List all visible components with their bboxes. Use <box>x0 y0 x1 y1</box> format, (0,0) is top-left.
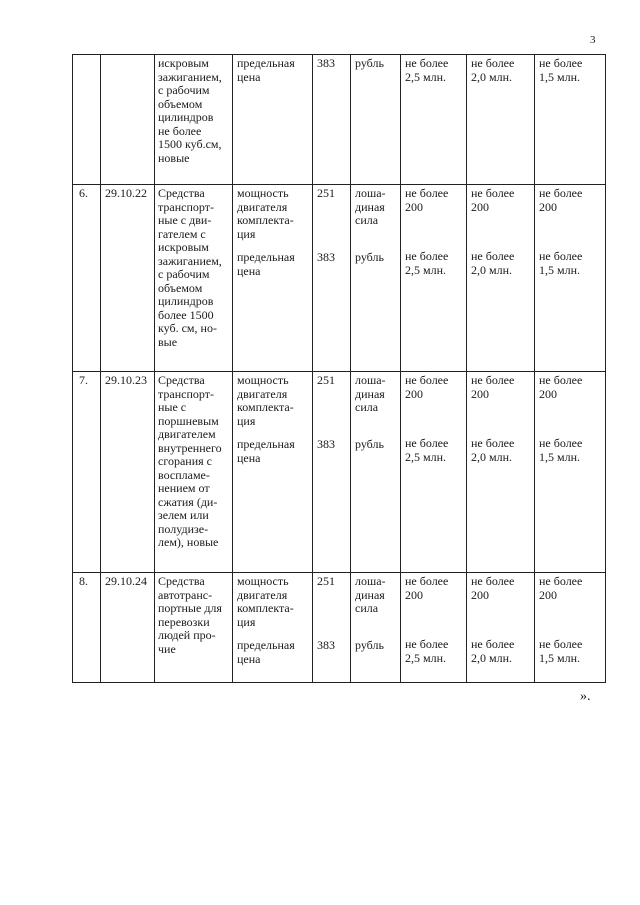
unit-name: лоша- диная сила <box>355 186 386 227</box>
okei-cell <box>313 573 351 683</box>
value-1: не более 2,5 млн. <box>405 637 449 665</box>
okei-code: 251 <box>317 373 335 387</box>
unit-name: лоша- диная сила <box>355 373 386 414</box>
value-2: не более 2,0 млн. <box>471 637 515 665</box>
value-1: не более 2,5 млн. <box>405 56 449 84</box>
param-name: предельная цена <box>237 638 295 666</box>
page-number: 3 <box>590 34 596 46</box>
value-cell-1 <box>401 55 467 185</box>
row-number <box>73 55 101 185</box>
value-1: не более 2,5 млн. <box>405 436 449 464</box>
value-3: не более 1,5 млн. <box>539 436 583 464</box>
table-row <box>73 372 606 573</box>
value-cell-3 <box>535 372 606 573</box>
value-cell-2 <box>467 185 535 372</box>
okei-code: 383 <box>317 436 335 451</box>
param-name: мощность двигателя комплекта- ция <box>237 574 294 629</box>
okei-code: 251 <box>317 186 335 200</box>
param-name: мощность двигателя комплекта- ция <box>237 186 294 241</box>
okpd-code: 29.10.22 <box>101 185 155 372</box>
okei-cell <box>313 372 351 573</box>
value-1: не более 2,5 млн. <box>405 249 449 277</box>
specification-table <box>72 54 606 683</box>
product-name: Средства транспорт- ные с поршневым двигателем внутреннего сгорания с воспламе- нением от сжатия (ди- зелем или полудизе- лем), новые <box>155 372 233 573</box>
value-2: не более 2,0 млн. <box>471 249 515 277</box>
okei-cell <box>313 55 351 185</box>
param-cell <box>233 573 313 683</box>
value-3: не более 1,5 млн. <box>539 56 583 84</box>
row-number: 8. <box>73 573 101 683</box>
param-cell <box>233 185 313 372</box>
closing-quote: ». <box>580 689 591 704</box>
value-cell-3 <box>535 573 606 683</box>
param-name: предельная цена <box>237 56 295 84</box>
value-2: не более 200 <box>471 574 515 602</box>
okei-code: 251 <box>317 574 335 588</box>
unit-cell <box>351 55 401 185</box>
value-cell-2 <box>467 372 535 573</box>
okei-code: 383 <box>317 637 335 652</box>
okei-code: 383 <box>317 56 335 70</box>
unit-cell <box>351 185 401 372</box>
value-cell-3 <box>535 185 606 372</box>
table-row <box>73 573 606 683</box>
okpd-code: 29.10.24 <box>101 573 155 683</box>
product-name: Средства транспорт- ные с дви- гателем с искровым зажиганием, с рабочим объемом цилиндров более 1500 куб. см, но- вые <box>155 185 233 372</box>
value-2: не более 2,0 млн. <box>471 436 515 464</box>
unit-name: рубль <box>355 436 384 451</box>
value-cell-2 <box>467 55 535 185</box>
unit-cell <box>351 372 401 573</box>
value-3: не более 200 <box>539 186 583 214</box>
unit-cell <box>351 573 401 683</box>
row-number: 6. <box>73 185 101 372</box>
value-1: не более 200 <box>405 574 449 602</box>
value-3: не более 1,5 млн. <box>539 637 583 665</box>
value-1: не более 200 <box>405 186 449 214</box>
unit-name: рубль <box>355 249 384 264</box>
okpd-code <box>101 55 155 185</box>
value-2: не более 200 <box>471 186 515 214</box>
product-name: Средства автотранс- портные для перевозки людей про- чие <box>155 573 233 683</box>
param-name: мощность двигателя комплекта- ция <box>237 373 294 428</box>
value-3: не более 1,5 млн. <box>539 249 583 277</box>
value-3: не более 200 <box>539 574 583 602</box>
okpd-code: 29.10.23 <box>101 372 155 573</box>
unit-name: лоша- диная сила <box>355 574 386 615</box>
product-name: искровым зажиганием, с рабочим объемом цилиндров не более 1500 куб.см, новые <box>155 55 233 185</box>
table-row <box>73 185 606 372</box>
param-cell <box>233 372 313 573</box>
okei-cell <box>313 185 351 372</box>
row-number: 7. <box>73 372 101 573</box>
value-2: не более 2,0 млн. <box>471 56 515 84</box>
value-2: не более 200 <box>471 373 515 401</box>
value-cell-2 <box>467 573 535 683</box>
value-1: не более 200 <box>405 373 449 401</box>
value-cell-1 <box>401 573 467 683</box>
table-row <box>73 55 606 185</box>
value-cell-1 <box>401 372 467 573</box>
unit-name: рубль <box>355 56 384 70</box>
value-3: не более 200 <box>539 373 583 401</box>
value-cell-1 <box>401 185 467 372</box>
param-name: предельная цена <box>237 437 295 465</box>
unit-name: рубль <box>355 637 384 652</box>
param-cell <box>233 55 313 185</box>
value-cell-3 <box>535 55 606 185</box>
param-name: предельная цена <box>237 250 295 278</box>
okei-code: 383 <box>317 249 335 264</box>
